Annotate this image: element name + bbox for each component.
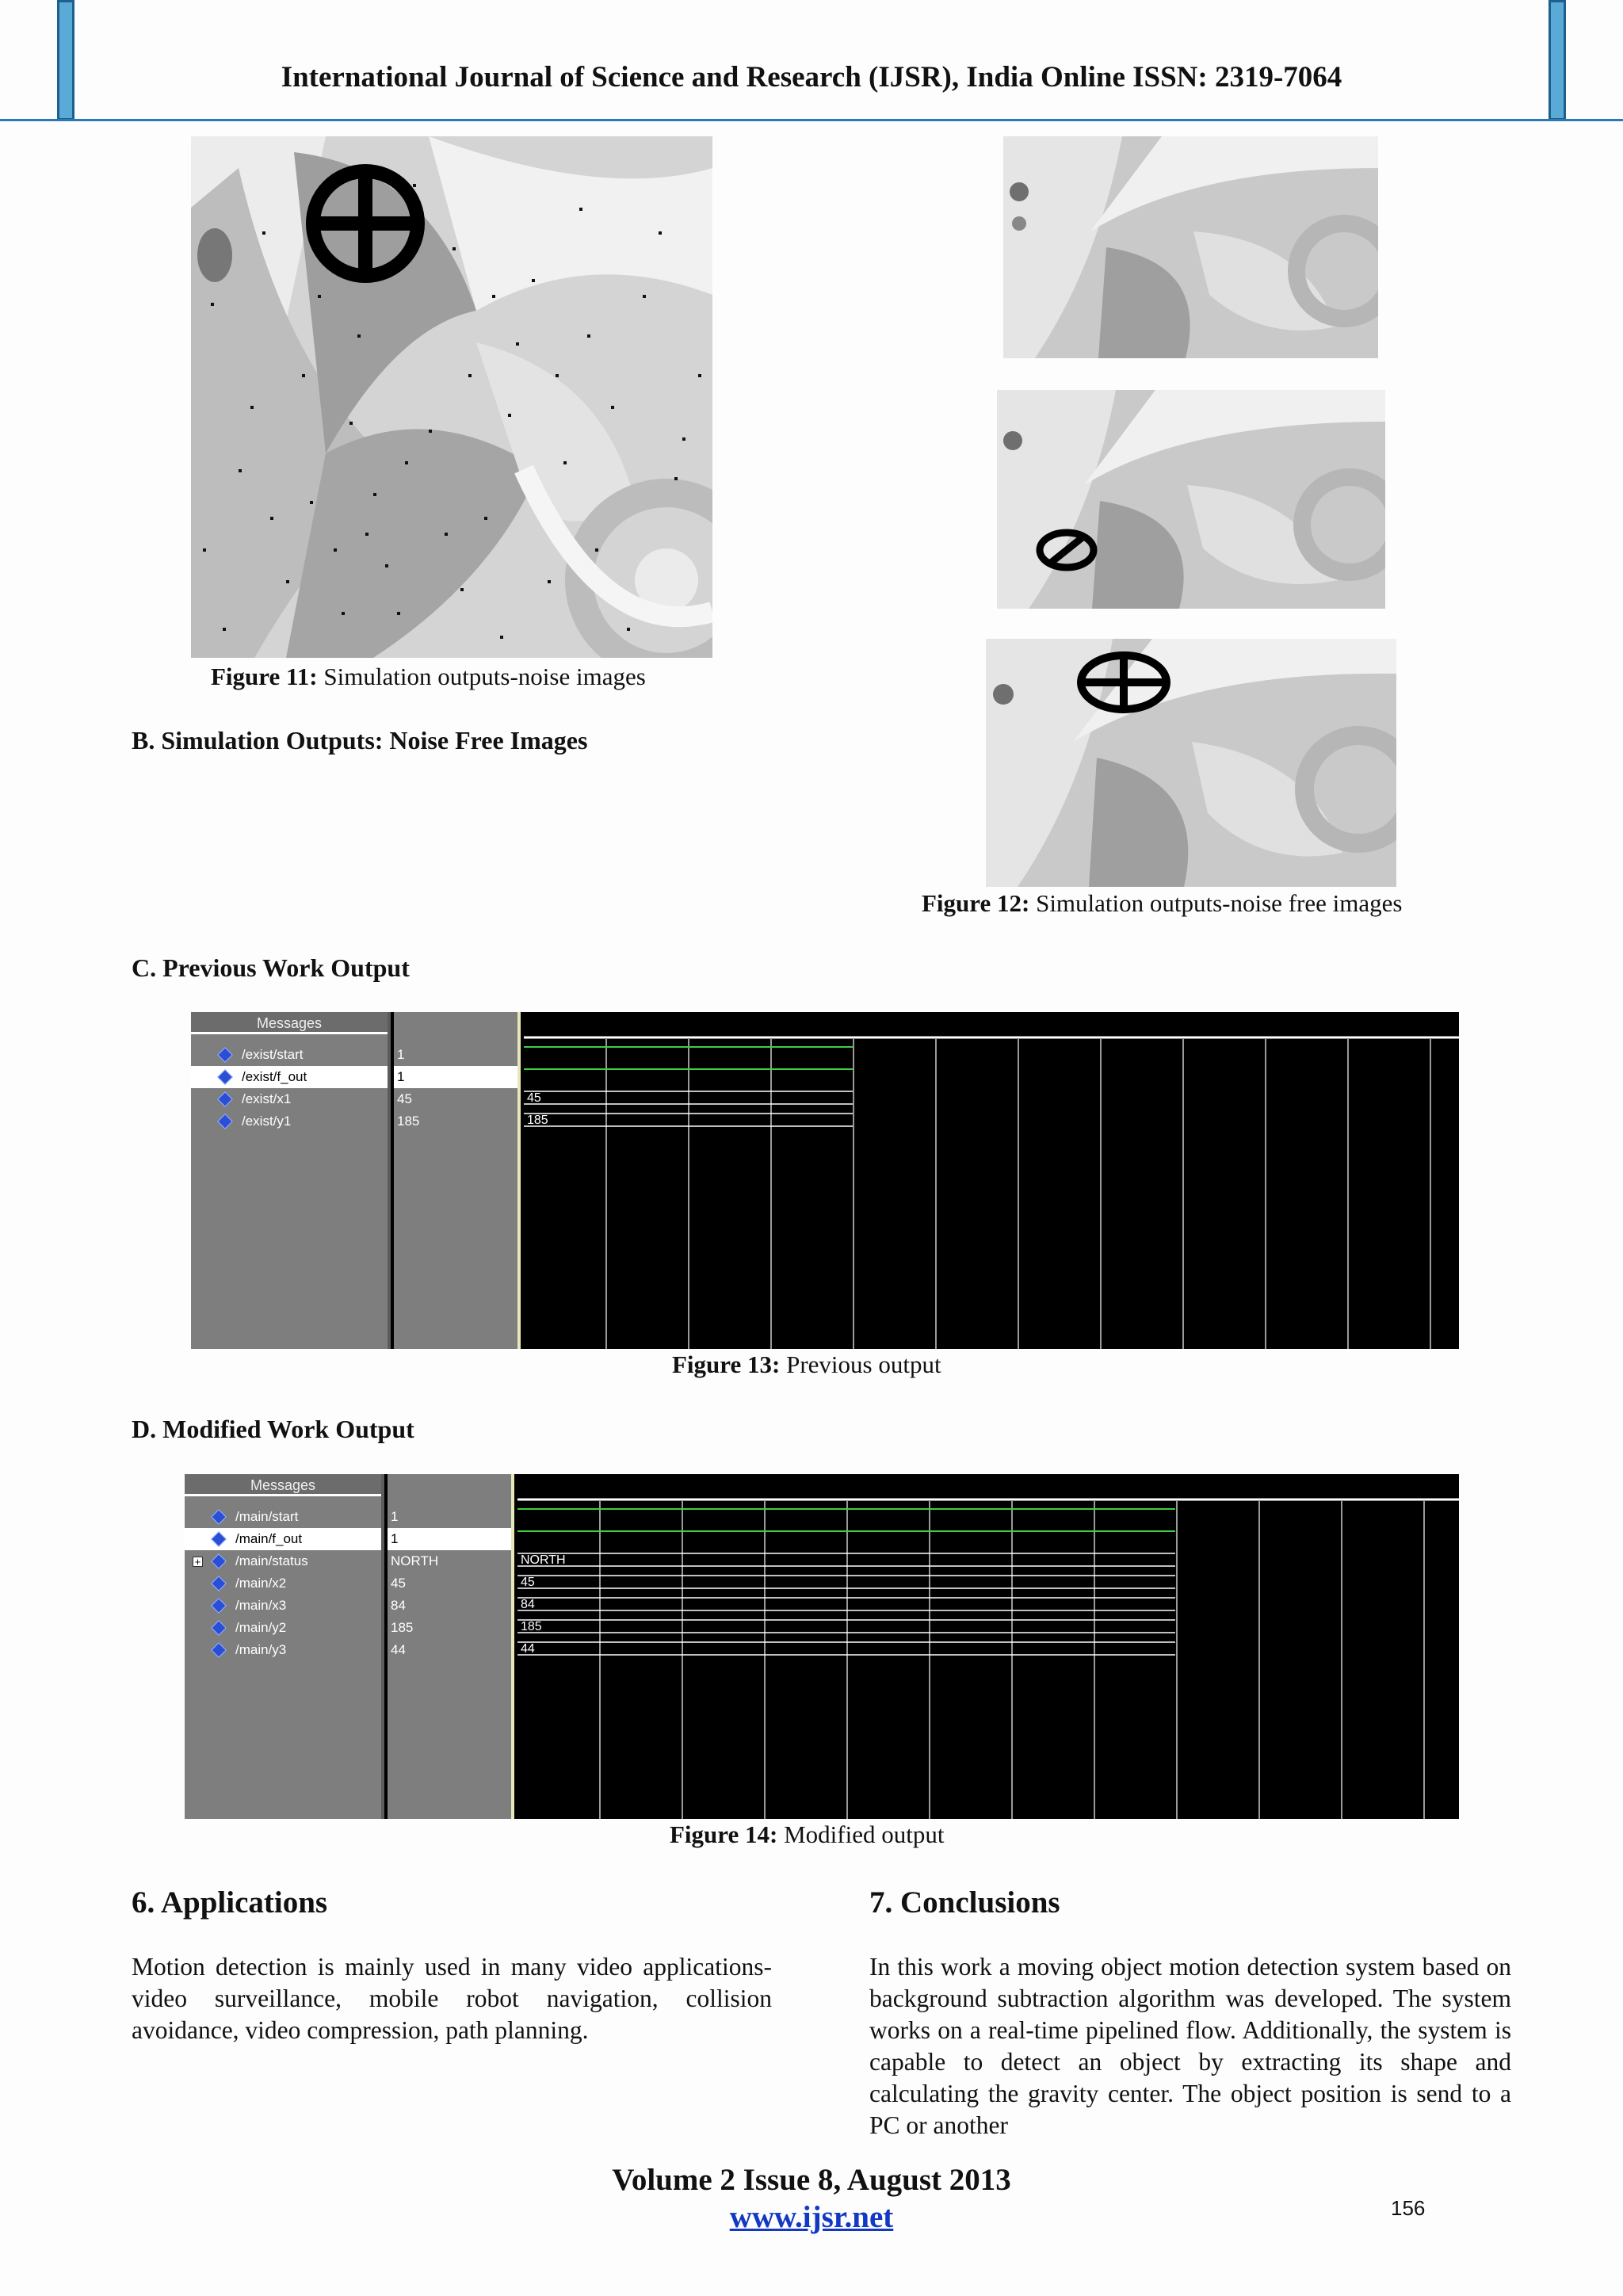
signal-name: /main/x2 <box>235 1576 287 1591</box>
signal-value: 45 <box>397 1091 412 1106</box>
messages-header: Messages <box>185 1474 381 1496</box>
signal-value-row <box>394 1044 517 1066</box>
signal-value-row <box>388 1506 511 1528</box>
signal-row[interactable] <box>185 1595 381 1617</box>
signal-value: 185 <box>397 1114 420 1129</box>
signal-row[interactable] <box>185 1617 381 1639</box>
signal-value-pane <box>388 1474 514 1819</box>
bus-value-label: 45 <box>521 1576 535 1589</box>
figure-12-caption: Figure 12: Simulation outputs-noise free images <box>922 889 1403 917</box>
bus-value-label: 185 <box>521 1620 542 1633</box>
signal-name: /main/status <box>235 1553 308 1568</box>
signal-diamond-icon <box>217 1047 233 1063</box>
signal-diamond-icon <box>211 1598 227 1614</box>
figure-12-image-3 <box>986 639 1396 887</box>
signal-value-row <box>394 1066 517 1088</box>
signal-row[interactable] <box>185 1572 381 1595</box>
applications-body: Motion detection is mainly used in many video applications-video surveillance, mobile robot navigation, collision avoidance, video compression, path planning. <box>132 1953 772 2044</box>
signal-diamond-icon <box>211 1576 227 1591</box>
footer-url-link[interactable]: www.ijsr.net <box>729 2200 894 2234</box>
signal-name: /exist/x1 <box>242 1091 292 1106</box>
signal-value-row <box>388 1572 511 1595</box>
signal-diamond-icon <box>217 1114 233 1129</box>
signal-value: 1 <box>391 1509 399 1524</box>
signal-value-row <box>388 1617 511 1639</box>
bus-value-label: NORTH <box>521 1553 566 1567</box>
figure-14-caption: Figure 14: Modified output <box>670 1820 945 1848</box>
signal-name: /main/start <box>235 1509 299 1524</box>
signal-value: 1 <box>397 1047 405 1062</box>
signal-value: 185 <box>391 1620 414 1635</box>
signal-row[interactable] <box>185 1528 381 1550</box>
target-marker <box>313 171 418 276</box>
signal-name: /main/x3 <box>235 1598 287 1613</box>
signal-diamond-icon <box>217 1069 233 1085</box>
messages-header: Messages <box>191 1012 388 1034</box>
signal-name: /main/y2 <box>235 1620 287 1635</box>
signal-row[interactable] <box>185 1506 381 1528</box>
signal-row[interactable] <box>191 1088 388 1110</box>
signal-value: 84 <box>391 1598 406 1613</box>
signal-row[interactable] <box>185 1550 381 1572</box>
bus-value-label: 84 <box>521 1598 535 1611</box>
header-rule <box>0 119 1623 121</box>
signal-value: 45 <box>391 1576 406 1591</box>
signal-diamond-icon <box>211 1531 227 1547</box>
signal-name: /exist/y1 <box>242 1114 292 1129</box>
signal-value-row <box>388 1528 511 1550</box>
signal-diamond-icon <box>217 1091 233 1107</box>
journal-header: International Journal of Science and Research (IJSR), India Online ISSN: 2319-7064 <box>281 61 1342 94</box>
signal-name: /exist/start <box>242 1047 304 1062</box>
bus-value-label: 45 <box>527 1091 541 1105</box>
applications-heading: 6. Applications <box>132 1885 328 1920</box>
expand-icon[interactable]: + <box>193 1557 203 1567</box>
waveform-trace <box>524 1012 1459 1349</box>
signal-value-row <box>388 1595 511 1617</box>
signal-value-row <box>394 1110 517 1133</box>
figure-13-caption: Figure 13: Previous output <box>672 1350 941 1378</box>
signal-diamond-icon <box>211 1620 227 1636</box>
waveform-modified <box>185 1474 1459 1819</box>
signal-row[interactable] <box>191 1066 388 1088</box>
signal-value-row <box>388 1550 511 1572</box>
signal-diamond-icon <box>211 1509 227 1525</box>
figure-11-caption: Figure 11: Simulation outputs-noise images <box>211 663 646 690</box>
signal-value-pane <box>394 1012 521 1349</box>
page-number: 156 <box>1391 2196 1426 2220</box>
signal-row[interactable] <box>185 1639 381 1661</box>
signal-name: /exist/f_out <box>242 1069 307 1084</box>
signal-value: NORTH <box>391 1553 439 1568</box>
signal-value: 1 <box>397 1069 405 1084</box>
footer-volume: Volume 2 Issue 8, August 2013 <box>612 2163 1011 2197</box>
signal-value-row <box>388 1639 511 1661</box>
subsection-b-heading: B. Simulation Outputs: Noise Free Images <box>132 726 588 755</box>
conclusions-body: In this work a moving object motion detection system based on background subtraction algorithm was developed. The system works on a real-time pipelined flow. Additionally, the system is capable to detect an object by extracting its shape and calculating the gravity center. The object position is send to a PC or another <box>869 1953 1511 2139</box>
subsection-c-heading: C. Previous Work Output <box>132 953 410 982</box>
bus-value-label: 185 <box>527 1114 548 1127</box>
signal-name: /main/y3 <box>235 1642 287 1657</box>
signal-row[interactable] <box>191 1110 388 1133</box>
bus-value-label: 44 <box>521 1642 535 1656</box>
waveform-trace <box>517 1474 1459 1819</box>
figure-11-image <box>191 136 712 658</box>
signal-name: /main/f_out <box>235 1531 303 1546</box>
subsection-d-heading: D. Modified Work Output <box>132 1415 414 1443</box>
signal-name-pane <box>185 1474 384 1819</box>
signal-diamond-icon <box>211 1642 227 1658</box>
conclusions-heading: 7. Conclusions <box>869 1885 1060 1920</box>
signal-name-pane <box>191 1012 391 1349</box>
signal-diamond-icon <box>211 1553 227 1569</box>
signal-value: 44 <box>391 1642 406 1657</box>
waveform-previous <box>191 1012 1459 1349</box>
signal-row[interactable] <box>191 1044 388 1066</box>
figure-12-image-1 <box>1003 136 1378 358</box>
target-marker <box>1081 655 1167 709</box>
signal-value: 1 <box>391 1531 399 1546</box>
figure-12-image-2 <box>997 390 1385 609</box>
signal-value-row <box>394 1088 517 1110</box>
